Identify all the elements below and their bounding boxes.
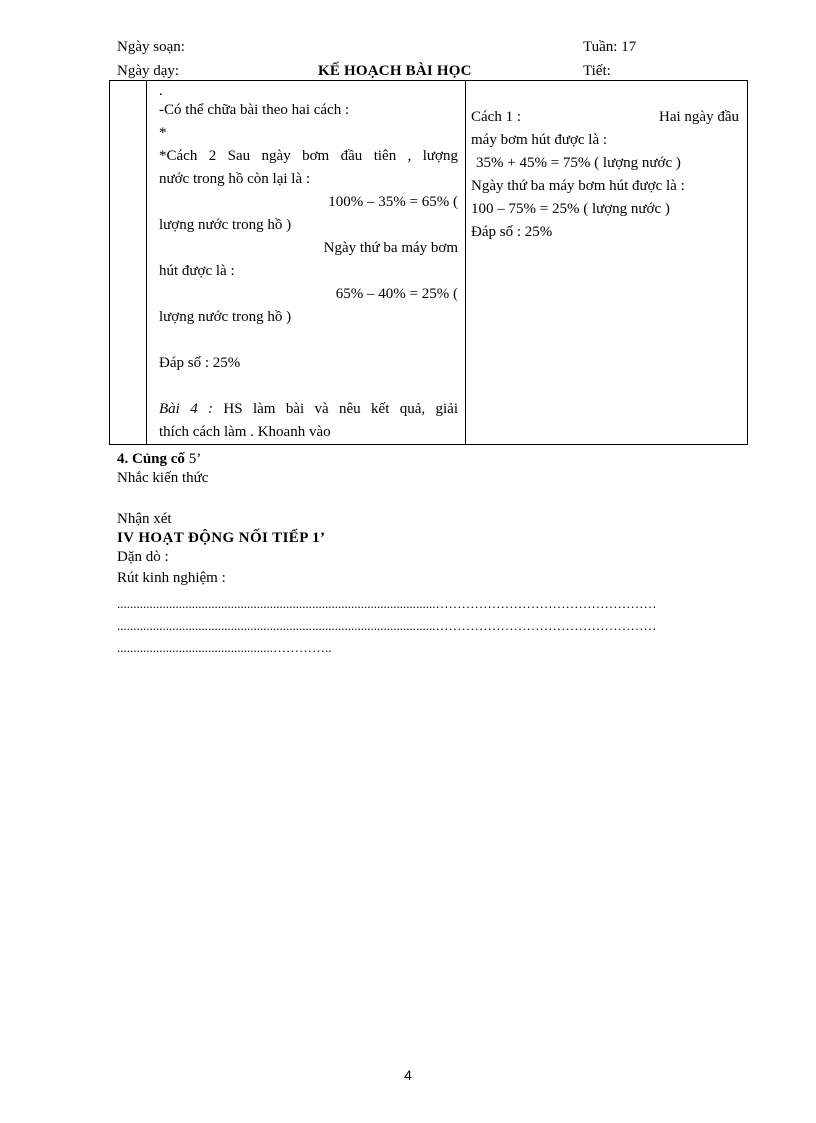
equation-line: 100% – 35% = 65% ( <box>328 194 458 210</box>
text-line: -Có thể chữa bài theo hai cách : <box>159 102 350 118</box>
table-cell-student-activity <box>147 81 466 445</box>
exercise-text: HS làm bài và nêu kết quả, giải <box>213 401 458 417</box>
reflection-label: Rút kinh nghiệm : <box>117 570 226 586</box>
text-line: hút được là : <box>159 263 235 279</box>
period-label: Tiết: <box>583 63 611 79</box>
week-label: Tuần: 17 <box>583 39 637 55</box>
table-row <box>110 81 748 445</box>
section-4-item: Nhận xét <box>117 511 172 527</box>
text-line: * <box>159 125 167 141</box>
section-4-item: Nhắc kiến thức <box>117 470 209 486</box>
method-label: Cách 1 : <box>471 109 521 125</box>
text-line: lượng nước trong hồ ) <box>159 309 292 325</box>
exercise-line <box>159 398 458 421</box>
prep-date-label: Ngày soạn: <box>117 39 185 55</box>
equation-line: 35% + 45% = 75% ( lượng nước ) <box>476 155 681 171</box>
text-line: nước trong hồ còn lại là : <box>159 171 311 187</box>
equation-line: 65% – 40% = 25% ( <box>335 286 458 302</box>
dotted-line: ................................................………….. <box>117 640 332 655</box>
method-text: Hai ngày đầu <box>659 109 739 125</box>
text-line: thích cách làm . Khoanh vào <box>159 424 331 440</box>
text-line: Ngày thứ ba máy bơm hút được là : <box>471 178 685 194</box>
homework-label: Dặn dò : <box>117 549 169 565</box>
page-number: 4 <box>404 1067 412 1083</box>
equation-line: 100 – 75% = 25% ( lượng nước ) <box>471 201 670 217</box>
document-title: KẾ HOẠCH BÀI HỌC <box>318 63 472 79</box>
text-line: Ngày thứ ba máy bơm <box>323 240 458 256</box>
dotted-line: ..................................................................................................…………………………………………… <box>117 618 657 633</box>
table-cell-teacher-activity <box>466 81 748 445</box>
exercise-label: Bài 4 : <box>159 401 214 417</box>
text-line: máy bơm hút được là : <box>471 132 608 148</box>
cell-dot: . <box>159 83 163 99</box>
section-4-heading: 4. Củng cố 5’ <box>117 451 202 467</box>
teach-date-label: Ngày dạy: <box>117 63 180 79</box>
method-line <box>471 106 739 129</box>
answer-line: Đáp số : 25% <box>471 224 553 240</box>
text-line: *Cách 2 Sau ngày bơm đầu tiên , lượng <box>159 148 458 164</box>
section-iv-heading: IV HOẠT ĐỘNG NỐI TIẾP 1’ <box>117 530 326 546</box>
dotted-line: ..................................................................................................…………………………………………… <box>117 596 657 611</box>
text-line: lượng nước trong hồ ) <box>159 217 292 233</box>
answer-line: Đáp số : 25% <box>159 355 241 371</box>
lesson-table <box>109 80 748 445</box>
table-cell-left <box>110 81 147 445</box>
